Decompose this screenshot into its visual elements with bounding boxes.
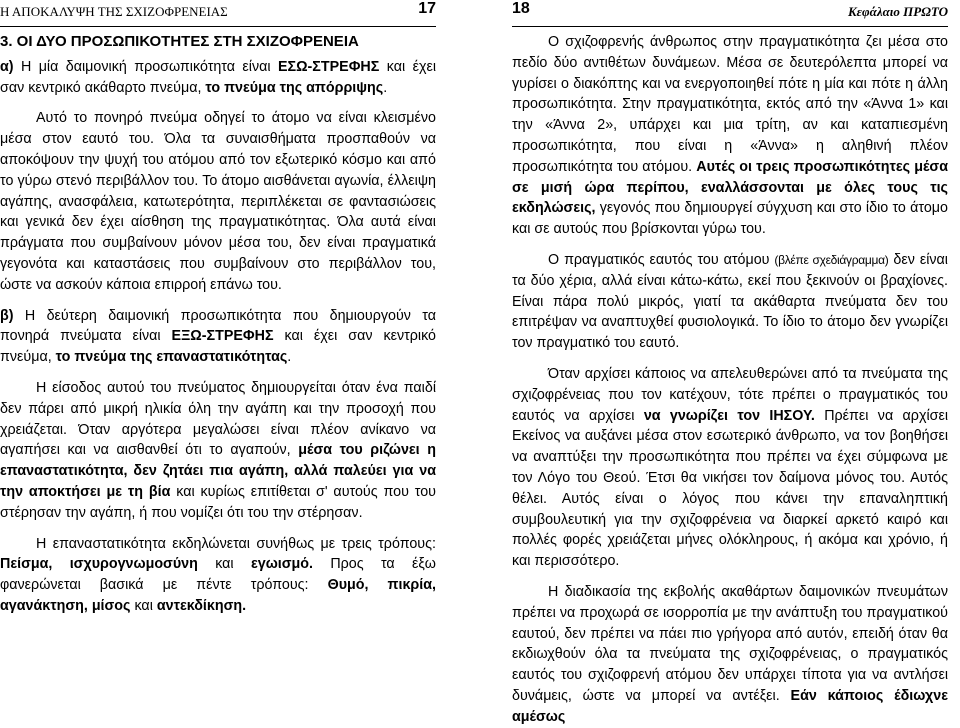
paragraph-alpha: α) Η μία δαιμονική προσωπικότητα είναι ΕΣΩ-ΣΤΡΕΦΗΣ και έχει σαν κεντρικό ακάθαρτο πνεύμα, το πνεύμα της απόρριψης. [0,58,436,96]
chapter-title: 3. ΟΙ ΔΥΟ ΠΡΟΣΩΠΙΚΟΤΗΤΕΣ ΣΤΗ ΣΧΙΖΟΦΡΕΝΕΙΑ [0,33,359,50]
right-running-head: Κεφάλαιο ΠΡΩΤΟ [848,4,948,19]
left-page-body [0,32,436,617]
right-page [512,0,949,725]
paragraph-beta: β) Η δεύτερη δαιμονική προσωπικότητα που δημιουργούν τα πονηρά πνεύματα είναι ΕΞΩ-ΣΤΡΕΦΗΣ και έχει σαν κεντρικό πνεύμα, το πνεύμα της επαναστατικότητας. [0,307,436,366]
paragraph: Ο πραγματικός εαυτός του ατόμου (βλέπε σχεδιάγραμμα) δεν είναι τα δύο χέρια, αλλά είναι κάτω-κάτω, εκεί που ξεκινούν οι βραχίονες. Είναι πάρα πολύ μικρός, γιατί τα ακάθαρτα πνεύματα δεν του επιτρέψαν να αναπτυχθεί φυσιολογικά. Το ίδιο το άτομο δεν γνωρίζει τον πραγματικό του εαυτό. [512,251,948,352]
paragraph: Η είσοδος αυτού του πνεύματος δημιουργείται όταν ένα παιδί δεν πάρει από μικρή ηλικία όλη την αγάπη και την προσοχή που χρειάζεται. Όταν αργότερα μεγαλώσει είναι πλέον ανίκανο να αγαπήσει και να αισθανθεί ότι το αγαπούν, μέσα του ριζώνει η επαναστατικότητα, δεν ζητάει πια αγάπη, αλλά παλεύει για να την αποκτήσει με τη βία και κυρίως επιτίθεται σ' αυτούς που του στέρησαν την αγάπη, ή που νομίζει ότι του την στέρησαν. [0,379,437,521]
left-page-number: 17 [418,0,436,17]
paragraph: Η επαναστατικότητα εκδηλώνεται συνήθως με τρεις τρόπους: Πείσμα, ισχυρογνωμοσύνη και εγωισμό. Προς τα έξω φανερώνεται βασικά με πέντε τρόπους: Θυμό, πικρία, αγανάκτηση, μίσος και αντεκδίκηση. [0,535,436,614]
left-page [0,0,436,670]
left-running-head: Η ΑΠΟΚΑΛΥΨΗ ΤΗΣ ΣΧΙΖΟΦΡΕΝΕΙΑΣ [0,4,228,19]
paragraph: Η διαδικασία της εκβολής ακαθάρτων δαιμονικών πνευμάτων πρέπει να προχωρά σε ισορροπία με την ανάπτυξη του πραγματικού εαυτού, δεν πρέπει να πάει πιο γρήγορα από αυτόν, επειδή όταν θα εκδιωχθούν όλα τα πνεύματα της σχιζοφρένειας, ο πραγματικός εαυτός του σχιζοφρενή ατόμου δεν υπάρχει τίποτα για να αντλήσει δυνάμεις, ώστε να μπορεί να αντέξει. Εάν κάποιος έδιωχνε αμέσως [512,583,949,725]
paragraph: Όταν αρχίσει κάποιος να απελευθερώνει από τα πνεύματα της σχιζοφρένειας που τον κατέχουν, τότε πρέπει ο πραγματικός του εαυτός να αρχίσει να γνωρίζει τον ΙΗΣΟΥ. Πρέπει να αρχίσει Εκείνος να αυξάνει μέσα στον εσωτερικό άνθρωπο, να τον βοηθήσει να αναπτύξει την προσωπικότητα που πρέπει να έχει σύμφωνα με τον Λόγο του Θεού. Έτσι θα νικήσει τον δαίμονα μόνος του. Αυτός θέλει. Αυτός είναι ο λόγος που κάνει την επαναληπτική συμβουλευτική για την σχιζοφρένεια να διαρκεί αρκετό καιρό και πολλές φορές χρειάζεται μήνες ολόκληρους, ή ακόμα και χρόνιο, ή και περισσότερο. [512,365,948,570]
right-page-body [512,32,948,728]
left-page-header [0,0,436,27]
paragraph: Ο σχιζοφρενής άνθρωπος στην πραγματικότητα ζει μέσα στο πεδίο δύο αντιθέτων δυνάμεων. Μέσα σε δευτερόλεπτα μπορεί να γυρίσει ο διακόπτης και να ενεργοποιηθεί πότε η μία και πότε η άλλη προσωπικότητα. Στην πραγματικότητα, εκτός από την «Άννα 1» και την «Άννα 2», υπάρχει και μια τρίτη, αν και καταπιεσμένη προσωπικότητα, που είναι η «Άννα» η αληθινή πλέον προσωπικότητα του ατόμου. Αυτές οι τρεις προσωπικότητες μέσα σε μισή ώρα περίπου, εναλλάσσονται με όλες τους τις εκδηλώσεις, γεγονός που δημιουργεί σύγχυση και στο ίδιο το άτομο και σε αυτούς που βρίσκονται γύρω του. [512,34,949,238]
right-page-header [512,0,948,27]
diagram-note: (βλέπε σχεδιάγραμμα) [774,252,889,267]
right-page-number: 18 [512,0,530,17]
paragraph: Αυτό το πονηρό πνεύμα οδηγεί το άτομο να είναι κλεισμένο μέσα στον εαυτό του. Όλα τα συναισθήματα προσπαθούν να αποκόψουν την ψυχή του ατόμου από τον εξωτερικό κόσμο και από το γύρω στενό περιβάλλον του. Το άτομο αισθάνεται αγωνία, έλλειψη αγάπης, ανασφάλεια, κατωτερότητα, περιπλέκεται σε φαντασιώσεις και γενικά δεν έχει αίσθηση της πραγματικότητας. Όλα αυτά είναι πράγματα που συμβαίνουν μόνον μέσα του, δεν είναι πραγματικά γεγονότα και καταστάσεις που συμβαίνουν στο περιβάλλον του, ώστε να ασκούν κάποια επιρροή επάνω του. [0,110,436,293]
